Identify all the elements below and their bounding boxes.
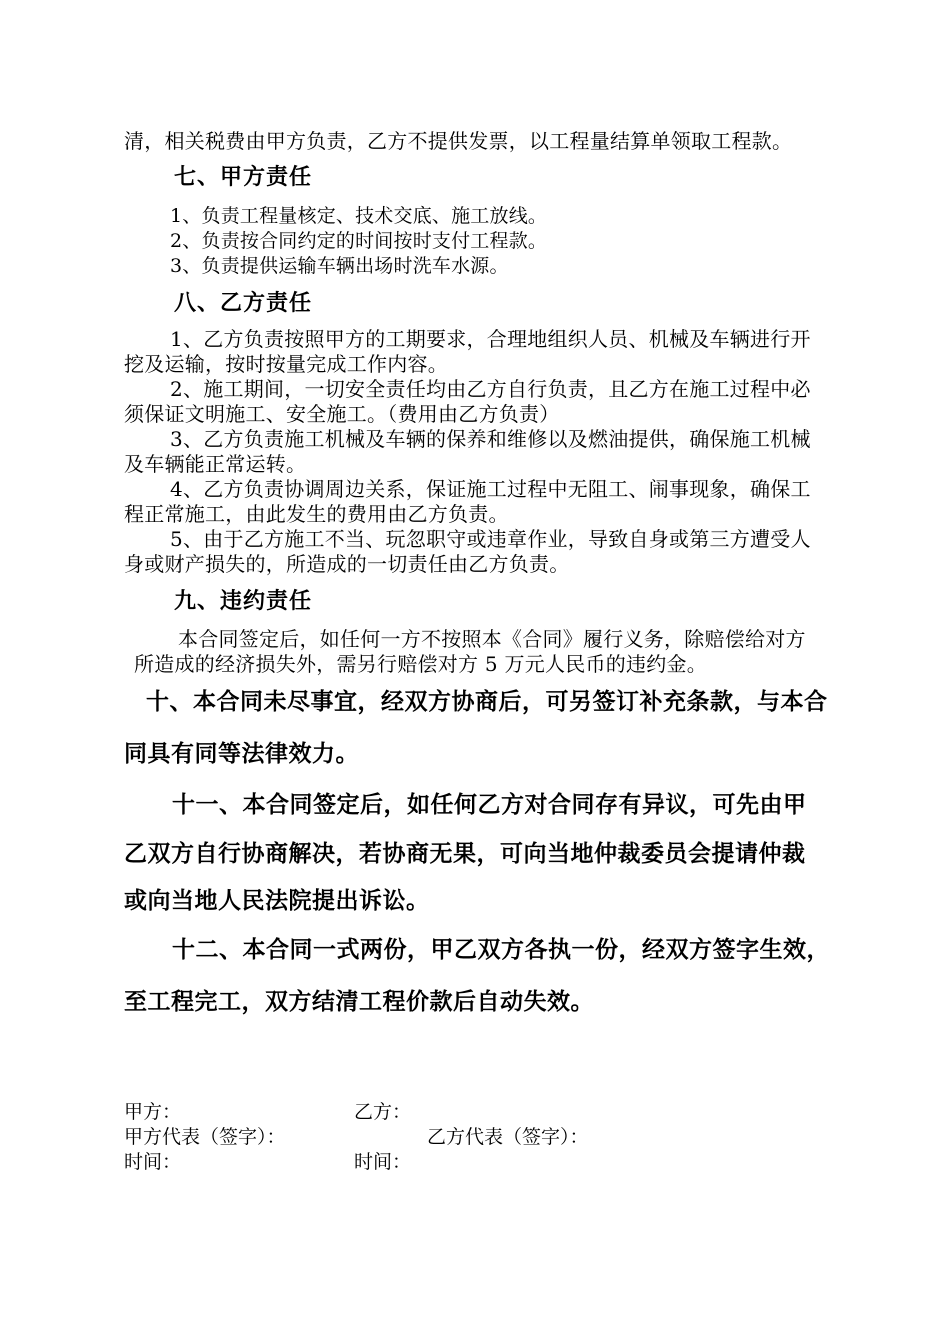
section12-line-1: 十二、本合同一式两份，甲乙双方各执一份，经双方签字生效， <box>172 936 830 963</box>
party-b-rep-label: 乙方代表（签字）： <box>427 1126 589 1148</box>
section8-line-4: 须保证文明施工、安全施工。（费用由乙方负责） <box>124 402 560 426</box>
intro-line: 清，相关税费由甲方负责，乙方不提供发票，以工程量结算单领取工程款。 <box>124 129 793 153</box>
party-b-time-label: 时间： <box>354 1151 412 1173</box>
section8-heading: 八、乙方责任 <box>174 290 313 316</box>
section9-line-1: 本合同签定后，如任何一方不按照本《合同》履行义务，除赔偿给对方 <box>178 627 806 651</box>
section10-line-1: 十、本合同未尽事宜，经双方协商后，可另签订补充条款，与本合 <box>146 688 828 715</box>
section8-line-9: 5、由于乙方施工不当、玩忽职守或违章作业，导致自身或第三方遭受人 <box>170 527 811 551</box>
section8-line-3: 2、施工期间，一切安全责任均由乙方自行负责，且乙方在施工过程中必 <box>170 377 811 401</box>
section11-line-3: 或向当地人民法院提出诉讼。 <box>124 887 430 914</box>
section9-heading: 九、违约责任 <box>174 588 313 614</box>
section8-line-10: 身或财产损失的，所造成的一切责任由乙方负责。 <box>124 552 570 576</box>
section11-line-2: 乙双方自行协商解决，若协商无果，可向当地仲裁委员会提请仲裁 <box>124 840 806 867</box>
section7-heading: 七、甲方责任 <box>174 164 313 190</box>
party-a-label: 甲方： <box>124 1101 182 1123</box>
section8-line-5: 3、乙方负责施工机械及车辆的保养和维修以及燃油提供，确保施工机械 <box>170 427 811 451</box>
section10-line-2: 同具有同等法律效力。 <box>124 740 359 767</box>
section9-line-2: 所造成的经济损失外，需另行赔偿对方 5 万元人民币的违约金。 <box>134 652 707 676</box>
section7-item-2: 2、负责按合同约定的时间按时支付工程款。 <box>170 230 548 252</box>
section8-line-7: 4、乙方负责协调周边关系，保证施工过程中无阻工、闹事现象，确保工 <box>170 477 811 501</box>
section8-line-8: 程正常施工，由此发生的费用由乙方负责。 <box>124 502 509 526</box>
party-b-label: 乙方： <box>354 1101 412 1123</box>
party-a-rep-label: 甲方代表（签字）： <box>124 1126 286 1148</box>
section8-line-1: 1、乙方负责按照甲方的工期要求，合理地组织人员、机械及车辆进行开 <box>170 327 811 351</box>
section8-line-2: 挖及运输，按时按量完成工作内容。 <box>124 352 448 376</box>
section12-line-2: 至工程完工，双方结清工程价款后自动失效。 <box>124 988 594 1015</box>
section11-line-1: 十一、本合同签定后，如任何乙方对合同存有异议，可先由甲 <box>172 791 807 818</box>
section7-item-3: 3、负责提供运输车辆出场时洗车水源。 <box>170 255 509 277</box>
party-a-time-label: 时间： <box>124 1151 182 1173</box>
section7-item-1: 1、负责工程量核定、技术交底、施工放线。 <box>170 205 548 227</box>
section8-line-6: 及车辆能正常运转。 <box>124 452 307 476</box>
